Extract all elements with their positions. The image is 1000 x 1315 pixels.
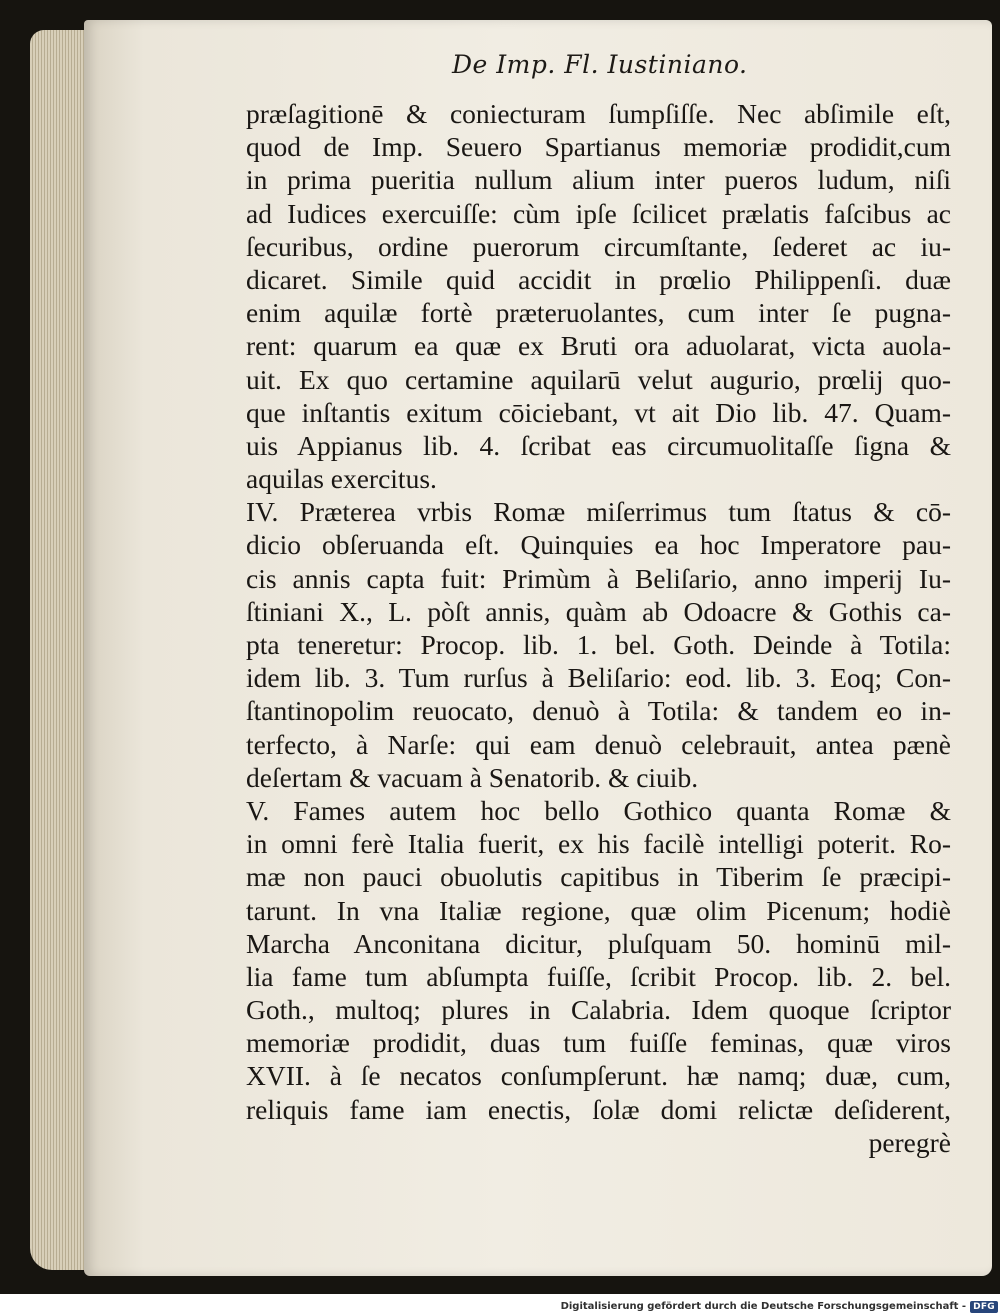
- text-line: ad Iudices exercuiſſe: cùm ipſe ſcilicet prælatis faſcibus ac: [246, 197, 951, 229]
- text-line: deſertam & vacuam à Senatorib. & ciuib.: [246, 761, 699, 793]
- text-line: in omni ferè Italia fuerit, ex his facilè intelligi poterit. Ro-: [246, 828, 951, 860]
- text-line: Marcha Anconitana dicitur, pluſquam 50. hominū mil-: [246, 927, 951, 959]
- text-line: memoriæ prodidit, duas tum fuiſſe feminas, quæ viros: [246, 1027, 951, 1059]
- text-line: aquilas exercitus.: [246, 463, 437, 495]
- running-head: De Imp. Fl. Iustiniano.: [452, 50, 748, 79]
- text-line: mæ non pauci obuolutis capitibus in Tiberim ſe præcipi-: [246, 861, 951, 893]
- text-line: Goth., multoq; plures in Calabria. Idem quoque ſcriptor: [246, 994, 951, 1026]
- text-block: [246, 97, 951, 1159]
- text-line: dicio obſeruanda eſt. Quinquies ea hoc Imperatore pau-: [246, 529, 951, 561]
- dfg-logo-icon: DFG: [970, 1301, 998, 1313]
- text-line: terfecto, à Narſe: qui eam denuò celebrauit, antea pænè: [246, 728, 951, 760]
- text-line: dicaret. Simile quid accidit in prœlio Philippenſi. duæ: [246, 263, 951, 295]
- text-line: ſecuribus, ordine puerorum circumſtante, ſederet ac iu-: [246, 230, 951, 262]
- text-line: reliquis fame iam enectis, ſolæ domi relictæ deſiderent,: [246, 1093, 951, 1125]
- text-line: que inſtantis exitum cōiciebant, vt ait Dio lib. 47. Quam-: [246, 396, 951, 428]
- text-line: lia fame tum abſumpta fuiſſe, ſcribit Procop. lib. 2. bel.: [246, 960, 951, 992]
- catchword: peregrè: [868, 1126, 951, 1158]
- text-line: uis Appianus lib. 4. ſcribat eas circumuolitaſſe ſigna &: [246, 429, 951, 461]
- text-line: ſtiniani X., L. pòſt annis, quàm ab Odoacre & Gothis ca-: [246, 595, 951, 627]
- text-line: rent: quarum ea quæ ex Bruti ora aduolarat, victa auola-: [246, 330, 951, 362]
- book-page-edges: [30, 30, 92, 1270]
- text-line: in prima pueritia nullum alium inter pueros ludum, niſi: [246, 164, 951, 196]
- footer-text: Digitalisierung gefördert durch die Deutsche Forschungsgemeinschaft -: [560, 1301, 967, 1312]
- text-line: uit. Ex quo certamine aquilarū velut augurio, prœlij quo-: [246, 363, 951, 395]
- text-line: tarunt. In vna Italiæ regione, quæ olim Picenum; hodiè: [246, 894, 951, 926]
- text-line: XVII. à ſe necatos conſumpſerunt. hæ namq; duæ, cum,: [246, 1060, 951, 1092]
- text-line: pta teneretur: Procop. lib. 1. bel. Goth. Deinde à Totila:: [246, 629, 951, 660]
- digitization-footer: [561, 1298, 1000, 1315]
- text-line: ſtantinopolim reuocato, denuò à Totila: & tandem eo in-: [246, 695, 951, 727]
- section-heading-line: V. Fames autem hoc bello Gothico quanta Romæ &: [246, 794, 951, 826]
- text-line: idem lib. 3. Tum rurſus à Beliſario: eod. lib. 3. Eoq; Con-: [246, 662, 951, 694]
- text-line: præſagitionē & coniecturam ſumpſiſſe. Nec abſimile eſt,: [246, 98, 951, 129]
- text-line: quod de Imp. Seuero Spartianus memoriæ prodidit,cum: [246, 131, 951, 163]
- section-heading-line: IV. Præterea vrbis Romæ miſerrimus tum ſtatus & cō-: [246, 496, 951, 528]
- text-line: cis annis capta fuit: Primùm à Beliſario, anno imperij Iu-: [246, 562, 951, 594]
- text-line: enim aquilæ fortè præteruolantes, cum inter ſe pugna-: [246, 297, 951, 329]
